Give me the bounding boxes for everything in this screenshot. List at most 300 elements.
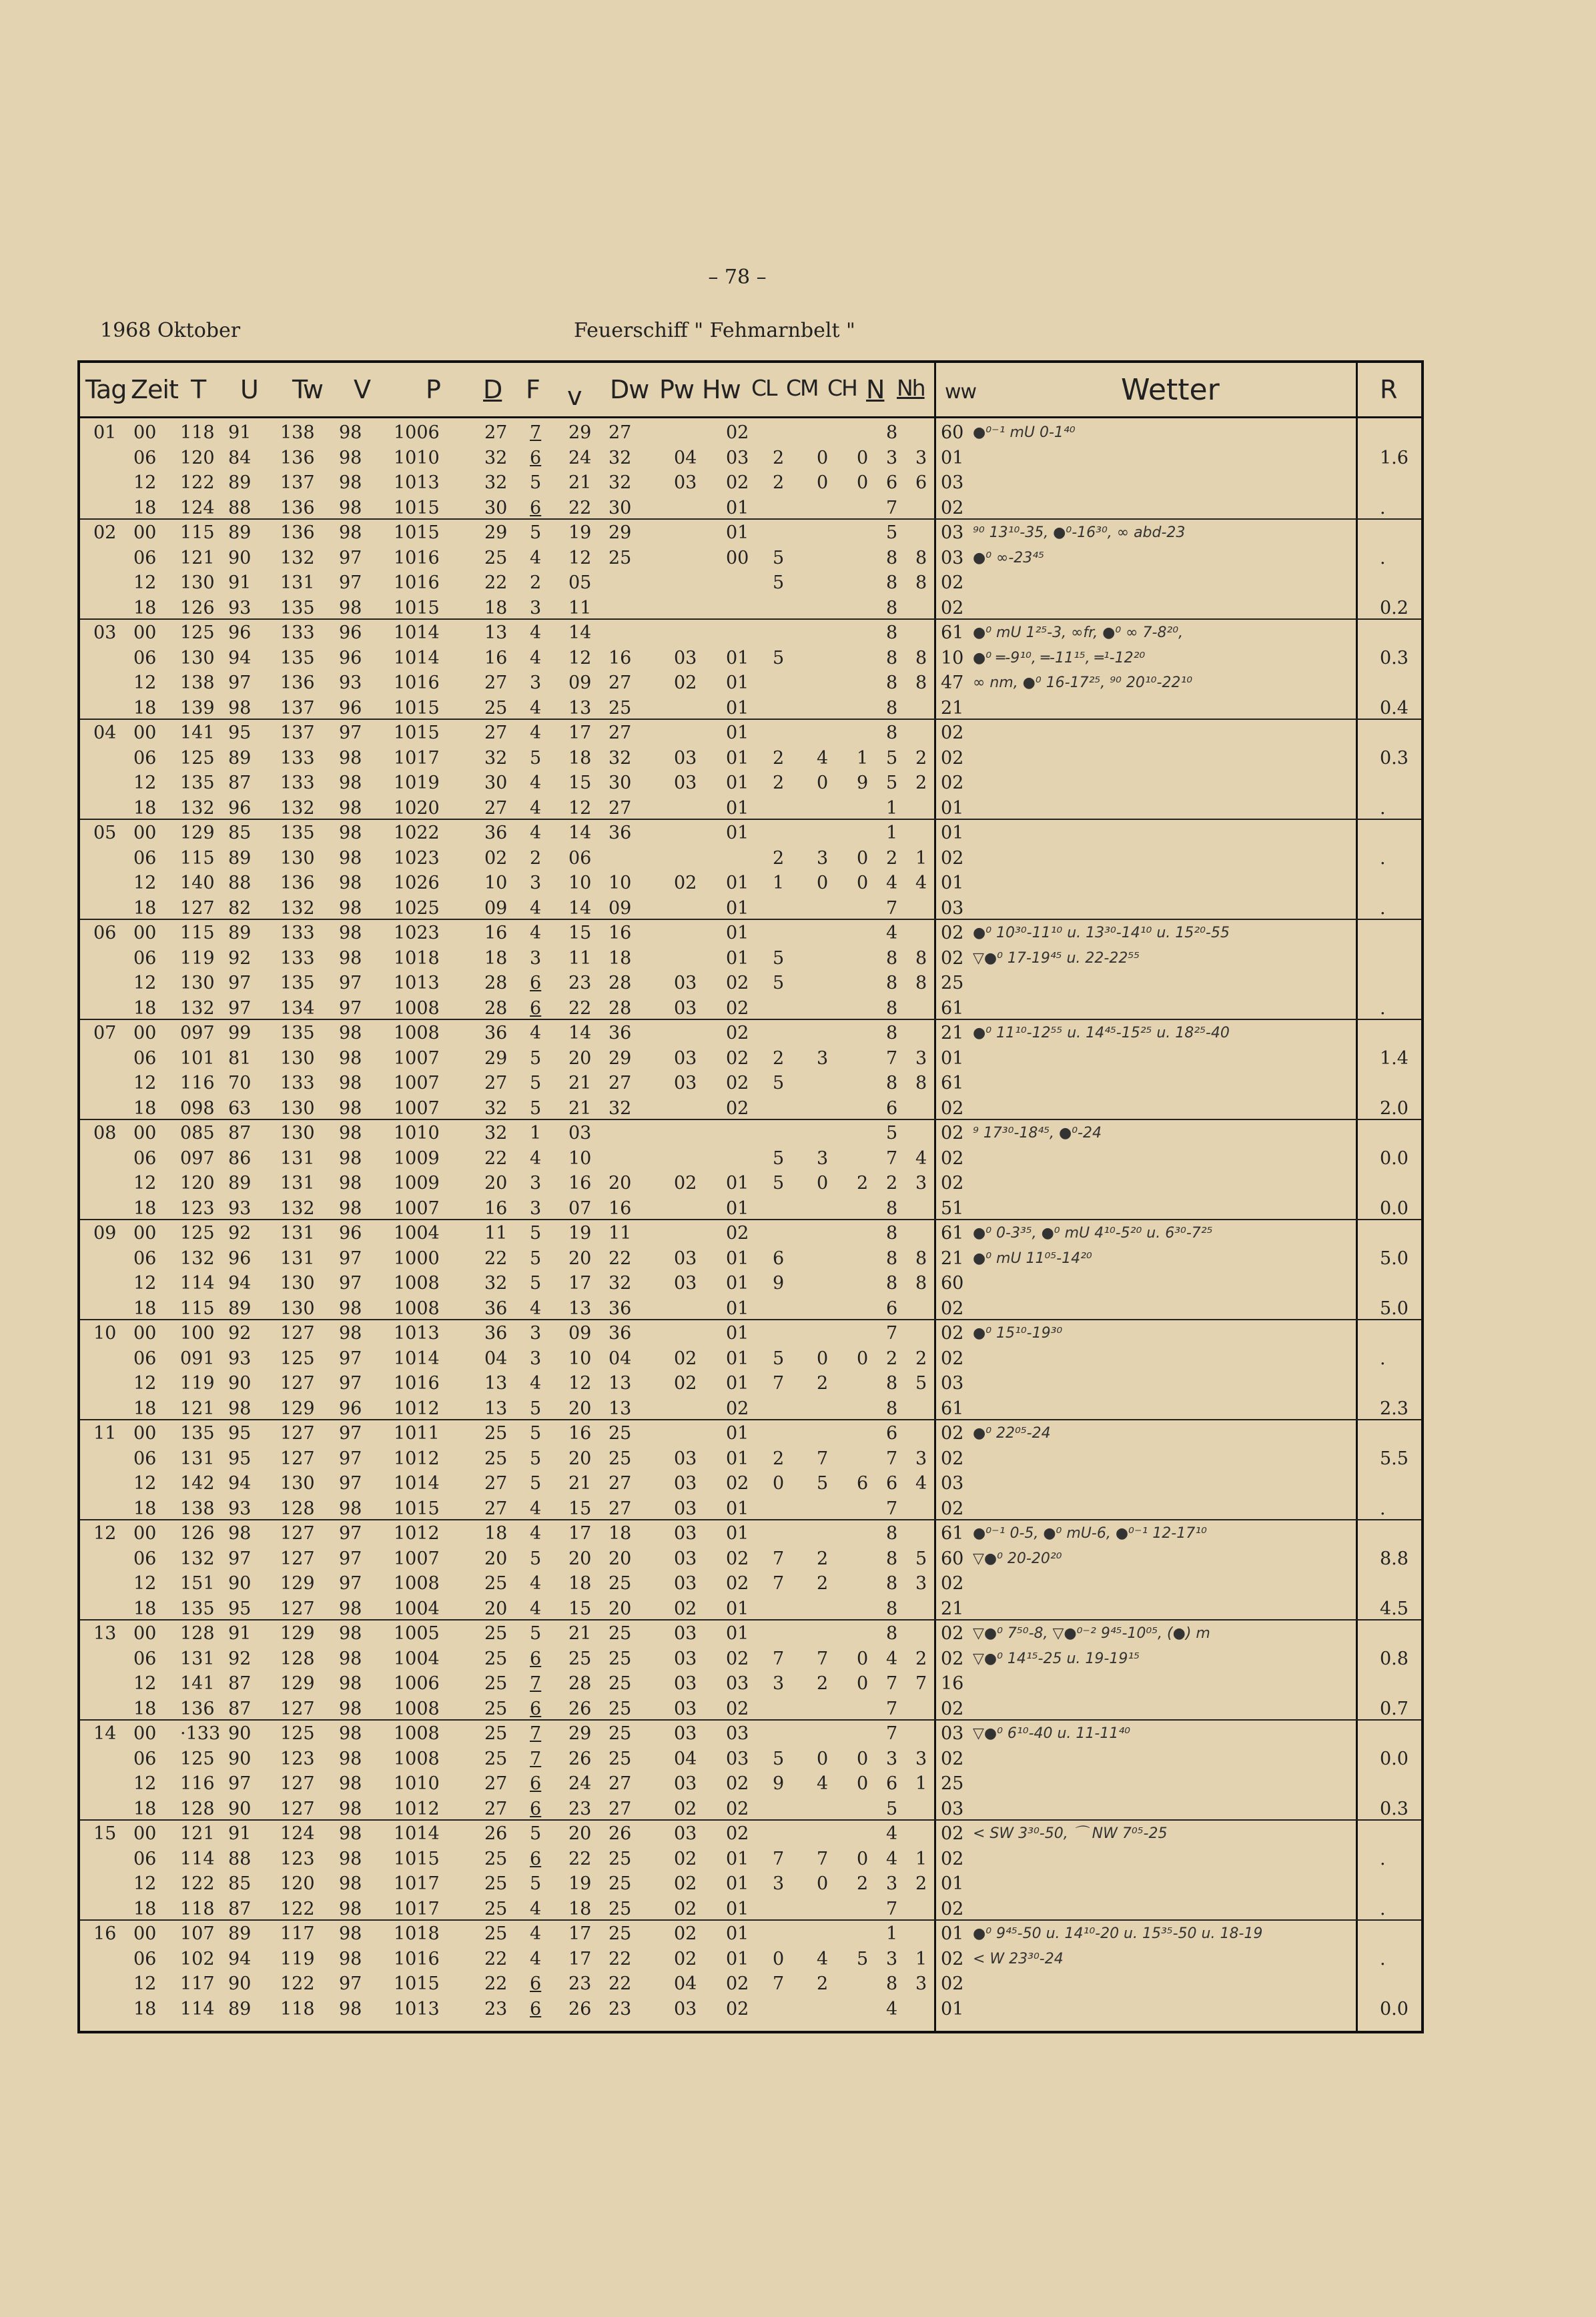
cell-zeit: 12 bbox=[133, 1773, 157, 1794]
cell-nh: 2 bbox=[915, 773, 927, 793]
cell-p: 1012 bbox=[394, 1798, 440, 1819]
cell-f: 4 bbox=[530, 773, 542, 793]
cell-cl: 6 bbox=[773, 1248, 785, 1269]
table-row bbox=[80, 520, 1421, 546]
cell-tw: 131 bbox=[280, 1248, 315, 1269]
cell-d: 25 bbox=[484, 1623, 508, 1644]
cell-r: 0.0 bbox=[1380, 1998, 1409, 2019]
cell-f: 6 bbox=[530, 997, 542, 1019]
cell-p: 1015 bbox=[394, 497, 440, 518]
cell-n: 8 bbox=[886, 697, 898, 719]
cell-zeit: 00 bbox=[133, 1023, 157, 1043]
cell-cm: 0 bbox=[817, 1873, 829, 1894]
cell-n: 8 bbox=[886, 1248, 898, 1269]
cell-ww: 03 bbox=[941, 1798, 964, 1819]
cell-p: 1008 bbox=[394, 1298, 440, 1319]
cell-u: 98 bbox=[228, 1398, 252, 1419]
cell-hw: 01 bbox=[726, 1948, 749, 1969]
cell-ww: 02 bbox=[941, 923, 964, 943]
cell-ww: 02 bbox=[941, 1623, 964, 1644]
cell-zeit: 00 bbox=[133, 1423, 157, 1444]
cell-ww: 03 bbox=[941, 1723, 964, 1744]
cell-hw: 00 bbox=[726, 547, 749, 568]
cell-d: 25 bbox=[484, 1448, 508, 1469]
table-row bbox=[80, 1221, 1421, 1246]
cell-hw: 01 bbox=[726, 947, 749, 969]
table-row bbox=[80, 470, 1421, 496]
cell-v: 96 bbox=[339, 622, 362, 643]
cell-zeit: 18 bbox=[133, 497, 157, 518]
cell-f: 4 bbox=[530, 647, 542, 668]
cell-t: 126 bbox=[180, 597, 215, 618]
cell-n: 7 bbox=[886, 1448, 898, 1469]
cell-dw: 22 bbox=[609, 1948, 632, 1969]
cell-v: 97 bbox=[339, 572, 362, 593]
cell-pw: 03 bbox=[674, 1498, 697, 1519]
cell-f: 2 bbox=[530, 847, 542, 869]
cell-u: 90 bbox=[228, 547, 252, 568]
cell-dw: 25 bbox=[609, 1923, 632, 1944]
cell-ch: 1 bbox=[857, 747, 869, 769]
cell-d: 32 bbox=[484, 472, 508, 493]
cell-tag: 08 bbox=[93, 1123, 117, 1143]
cell-ch: 0 bbox=[857, 1748, 869, 1769]
table-row bbox=[80, 946, 1421, 971]
cell-tw: 125 bbox=[280, 1348, 315, 1369]
cell-nh: 1 bbox=[915, 1848, 927, 1869]
cell-f: 5 bbox=[530, 1873, 542, 1894]
cell-vspeed: 19 bbox=[568, 1873, 592, 1894]
cell-d: 27 bbox=[484, 723, 508, 743]
cell-vspeed: 26 bbox=[568, 1698, 592, 1719]
cell-u: 91 bbox=[228, 572, 252, 593]
col-head-pw: Pw bbox=[659, 375, 694, 404]
cell-zeit: 12 bbox=[133, 1173, 157, 1194]
cell-zeit: 12 bbox=[133, 1573, 157, 1594]
table-row bbox=[80, 1421, 1421, 1446]
cell-hw: 01 bbox=[726, 773, 749, 793]
cell-r: . bbox=[1380, 847, 1386, 869]
cell-cl: 2 bbox=[773, 1047, 785, 1069]
cell-d: 36 bbox=[484, 1023, 508, 1043]
cell-u: 95 bbox=[228, 1448, 252, 1469]
cell-n: 8 bbox=[886, 1523, 898, 1544]
day-divider bbox=[80, 1119, 1421, 1120]
cell-nh: 8 bbox=[915, 547, 927, 568]
cell-d: 32 bbox=[484, 1123, 508, 1143]
cell-dw: 27 bbox=[609, 1773, 632, 1794]
cell-zeit: 00 bbox=[133, 923, 157, 943]
cell-f: 4 bbox=[530, 1923, 542, 1944]
cell-vspeed: 26 bbox=[568, 1748, 592, 1769]
cell-v: 97 bbox=[339, 723, 362, 743]
cell-dw: 25 bbox=[609, 1748, 632, 1769]
cell-tw: 127 bbox=[280, 1698, 315, 1719]
cell-n: 7 bbox=[886, 1498, 898, 1519]
cell-zeit: 12 bbox=[133, 1873, 157, 1894]
cell-ww: 60 bbox=[941, 1548, 964, 1569]
cell-hw: 02 bbox=[726, 472, 749, 493]
cell-ww: 02 bbox=[941, 497, 964, 518]
cell-tw: 129 bbox=[280, 1623, 315, 1644]
cell-f: 1 bbox=[530, 1123, 542, 1143]
cell-tw: 133 bbox=[280, 947, 315, 969]
cell-n: 8 bbox=[886, 647, 898, 668]
cell-ww: 61 bbox=[941, 622, 964, 643]
cell-vspeed: 10 bbox=[568, 1147, 592, 1169]
cell-hw: 02 bbox=[726, 1648, 749, 1669]
cell-n: 5 bbox=[886, 1123, 898, 1143]
cell-t: 121 bbox=[180, 1823, 215, 1844]
cell-t: 122 bbox=[180, 1873, 215, 1894]
cell-hw: 02 bbox=[726, 1047, 749, 1069]
cell-zeit: 00 bbox=[133, 723, 157, 743]
col-head-cl: CL bbox=[751, 375, 777, 401]
cell-ww: 02 bbox=[941, 1898, 964, 1919]
cell-u: 98 bbox=[228, 697, 252, 719]
cell-f: 3 bbox=[530, 1173, 542, 1194]
table-row bbox=[80, 1146, 1421, 1172]
cell-d: 27 bbox=[484, 1773, 508, 1794]
cell-u: 94 bbox=[228, 647, 252, 668]
cell-d: 27 bbox=[484, 1473, 508, 1494]
cell-cl: 2 bbox=[773, 447, 785, 468]
cell-r: 4.5 bbox=[1380, 1598, 1409, 1619]
cell-n: 7 bbox=[886, 1673, 898, 1694]
cell-zeit: 00 bbox=[133, 1723, 157, 1744]
cell-p: 1004 bbox=[394, 1648, 440, 1669]
cell-f: 4 bbox=[530, 622, 542, 643]
cell-tw: 127 bbox=[280, 1773, 315, 1794]
cell-pw: 03 bbox=[674, 1248, 697, 1269]
cell-hw: 02 bbox=[726, 1798, 749, 1819]
cell-vspeed: 14 bbox=[568, 1023, 592, 1043]
cell-cl: 5 bbox=[773, 1348, 785, 1369]
cell-t: 114 bbox=[180, 1998, 215, 2019]
cell-v: 97 bbox=[339, 1448, 362, 1469]
cell-u: 92 bbox=[228, 1223, 252, 1244]
cell-u: 92 bbox=[228, 947, 252, 969]
cell-dw: 25 bbox=[609, 1848, 632, 1869]
cell-tag: 16 bbox=[93, 1923, 117, 1944]
cell-zeit: 12 bbox=[133, 873, 157, 893]
cell-u: 97 bbox=[228, 997, 252, 1019]
cell-dw: 30 bbox=[609, 497, 632, 518]
cell-dw: 36 bbox=[609, 1298, 632, 1319]
cell-tw: 123 bbox=[280, 1748, 315, 1769]
cell-hw: 01 bbox=[726, 823, 749, 843]
cell-n: 6 bbox=[886, 1298, 898, 1319]
cell-u: 86 bbox=[228, 1147, 252, 1169]
header-station: Feuerschiff " Fehmarnbelt " bbox=[574, 319, 855, 342]
cell-dw: 36 bbox=[609, 823, 632, 843]
cell-cm: 7 bbox=[817, 1648, 829, 1669]
cell-p: 1018 bbox=[394, 947, 440, 969]
cell-ww: 02 bbox=[941, 947, 964, 969]
cell-hw: 02 bbox=[726, 1548, 749, 1569]
cell-f: 3 bbox=[530, 597, 542, 618]
cell-dw: 25 bbox=[609, 1423, 632, 1444]
cell-zeit: 18 bbox=[133, 697, 157, 719]
cell-vspeed: 18 bbox=[568, 747, 592, 769]
cell-pw: 03 bbox=[674, 1723, 697, 1744]
cell-nh: 4 bbox=[915, 1147, 927, 1169]
cell-tw: 129 bbox=[280, 1398, 315, 1419]
cell-d: 10 bbox=[484, 873, 508, 893]
cell-f: 4 bbox=[530, 1898, 542, 1919]
cell-f: 6 bbox=[530, 1648, 542, 1669]
cell-ww: 01 bbox=[941, 447, 964, 468]
day-divider bbox=[80, 618, 1421, 620]
cell-v: 98 bbox=[339, 522, 362, 543]
cell-vspeed: 13 bbox=[568, 697, 592, 719]
cell-f: 3 bbox=[530, 1198, 542, 1219]
cell-vspeed: 15 bbox=[568, 773, 592, 793]
cell-ww: 25 bbox=[941, 1773, 964, 1794]
cell-dw: 10 bbox=[609, 873, 632, 893]
cell-tw: 132 bbox=[280, 897, 315, 919]
cell-dw: 27 bbox=[609, 1073, 632, 1093]
cell-tw: 127 bbox=[280, 1798, 315, 1819]
cell-d: 09 bbox=[484, 897, 508, 919]
cell-p: 1008 bbox=[394, 1273, 440, 1294]
cell-ch: 0 bbox=[857, 1673, 869, 1694]
cell-tw: 127 bbox=[280, 1598, 315, 1619]
cell-dw: 26 bbox=[609, 1823, 632, 1844]
table-row bbox=[80, 1296, 1421, 1322]
table-row bbox=[80, 1871, 1421, 1897]
cell-d: 27 bbox=[484, 422, 508, 443]
cell-hw: 01 bbox=[726, 1348, 749, 1369]
table-row bbox=[80, 420, 1421, 446]
cell-cl: 5 bbox=[773, 973, 785, 993]
cell-p: 1008 bbox=[394, 1748, 440, 1769]
cell-u: 89 bbox=[228, 1923, 252, 1944]
cell-t: 121 bbox=[180, 1398, 215, 1419]
cell-dw: 25 bbox=[609, 1723, 632, 1744]
cell-f: 4 bbox=[530, 1573, 542, 1594]
cell-wetter: ●⁰⁻¹ 0-5, ●⁰ mU-6, ●⁰⁻¹ 12-17¹⁰ bbox=[973, 1525, 1207, 1542]
table-row bbox=[80, 1046, 1421, 1071]
cell-ww: 61 bbox=[941, 1398, 964, 1419]
cell-ww: 02 bbox=[941, 1573, 964, 1594]
cell-n: 4 bbox=[886, 923, 898, 943]
cell-u: 89 bbox=[228, 1173, 252, 1194]
day-divider bbox=[80, 518, 1421, 520]
cell-f: 4 bbox=[530, 823, 542, 843]
cell-u: 91 bbox=[228, 1823, 252, 1844]
cell-t: 115 bbox=[180, 847, 215, 869]
cell-tag: 12 bbox=[93, 1523, 117, 1544]
cell-n: 8 bbox=[886, 547, 898, 568]
cell-cm: 0 bbox=[817, 447, 829, 468]
cell-hw: 02 bbox=[726, 1473, 749, 1494]
table-row bbox=[80, 1621, 1421, 1647]
cell-v: 98 bbox=[339, 847, 362, 869]
cell-d: 25 bbox=[484, 1698, 508, 1719]
cell-f: 7 bbox=[530, 422, 542, 443]
cell-d: 32 bbox=[484, 1273, 508, 1294]
day-divider bbox=[80, 1219, 1421, 1220]
cell-r: 0.3 bbox=[1380, 647, 1409, 668]
cell-wetter: ●⁰ 11¹⁰-12⁵⁵ u. 14⁴⁵-15²⁵ u. 18²⁵-40 bbox=[973, 1025, 1230, 1041]
cell-d: 25 bbox=[484, 1873, 508, 1894]
cell-u: 95 bbox=[228, 1598, 252, 1619]
cell-t: 125 bbox=[180, 1748, 215, 1769]
cell-p: 1004 bbox=[394, 1223, 440, 1244]
day-divider bbox=[80, 1319, 1421, 1320]
cell-tw: 128 bbox=[280, 1648, 315, 1669]
table-row bbox=[80, 821, 1421, 846]
cell-tag: 15 bbox=[93, 1823, 117, 1844]
day-divider bbox=[80, 819, 1421, 820]
cell-d: 11 bbox=[484, 1223, 508, 1244]
cell-n: 3 bbox=[886, 447, 898, 468]
cell-ww: 02 bbox=[941, 597, 964, 618]
cell-t: 125 bbox=[180, 1223, 215, 1244]
cell-u: 95 bbox=[228, 1423, 252, 1444]
cell-vspeed: 18 bbox=[568, 1898, 592, 1919]
cell-pw: 02 bbox=[674, 1348, 697, 1369]
cell-cl: 5 bbox=[773, 1748, 785, 1769]
cell-zeit: 06 bbox=[133, 1248, 157, 1269]
cell-p: 1016 bbox=[394, 672, 440, 693]
cell-nh: 8 bbox=[915, 973, 927, 993]
cell-tw: 127 bbox=[280, 1423, 315, 1444]
cell-r: 1.4 bbox=[1380, 1047, 1409, 1069]
cell-ww: 01 bbox=[941, 797, 964, 819]
cell-ww: 02 bbox=[941, 1097, 964, 1119]
cell-dw: 27 bbox=[609, 1473, 632, 1494]
cell-u: 87 bbox=[228, 1123, 252, 1143]
cell-p: 1023 bbox=[394, 923, 440, 943]
cell-dw: 27 bbox=[609, 1498, 632, 1519]
cell-wetter: ▽●⁰ 14¹⁵-25 u. 19-19¹⁵ bbox=[973, 1650, 1140, 1667]
cell-d: 30 bbox=[484, 773, 508, 793]
cell-vspeed: 22 bbox=[568, 1848, 592, 1869]
day-divider bbox=[80, 1519, 1421, 1520]
cell-cm: 0 bbox=[817, 1173, 829, 1194]
cell-pw: 03 bbox=[674, 1673, 697, 1694]
table-row bbox=[80, 1446, 1421, 1472]
cell-hw: 02 bbox=[726, 422, 749, 443]
cell-u: 85 bbox=[228, 1873, 252, 1894]
cell-tw: 131 bbox=[280, 1147, 315, 1169]
cell-v: 97 bbox=[339, 1248, 362, 1269]
cell-u: 89 bbox=[228, 747, 252, 769]
cell-dw: 18 bbox=[609, 947, 632, 969]
cell-r: 0.7 bbox=[1380, 1698, 1409, 1719]
cell-vspeed: 19 bbox=[568, 1223, 592, 1244]
cell-hw: 01 bbox=[726, 1298, 749, 1319]
cell-tw: 127 bbox=[280, 1523, 315, 1544]
cell-vspeed: 20 bbox=[568, 1248, 592, 1269]
cell-vspeed: 29 bbox=[568, 422, 592, 443]
cell-d: 16 bbox=[484, 647, 508, 668]
cell-cm: 0 bbox=[817, 1348, 829, 1369]
cell-u: 63 bbox=[228, 1097, 252, 1119]
cell-v: 98 bbox=[339, 773, 362, 793]
cell-nh: 8 bbox=[915, 947, 927, 969]
cell-f: 5 bbox=[530, 1223, 542, 1244]
cell-ww: 03 bbox=[941, 547, 964, 568]
cell-nh: 5 bbox=[915, 1548, 927, 1569]
cell-d: 25 bbox=[484, 1673, 508, 1694]
cell-v: 98 bbox=[339, 823, 362, 843]
cell-vspeed: 17 bbox=[568, 1923, 592, 1944]
cell-v: 98 bbox=[339, 1147, 362, 1169]
cell-vspeed: 10 bbox=[568, 873, 592, 893]
table-row bbox=[80, 846, 1421, 871]
cell-f: 6 bbox=[530, 1848, 542, 1869]
cell-zeit: 00 bbox=[133, 1223, 157, 1244]
cell-r: 5.0 bbox=[1380, 1298, 1409, 1319]
cell-t: 120 bbox=[180, 447, 215, 468]
cell-n: 7 bbox=[886, 497, 898, 518]
cell-u: 97 bbox=[228, 1548, 252, 1569]
cell-t: 135 bbox=[180, 1598, 215, 1619]
cell-zeit: 12 bbox=[133, 572, 157, 593]
cell-t: 124 bbox=[180, 497, 215, 518]
cell-p: 1015 bbox=[394, 522, 440, 543]
cell-d: 02 bbox=[484, 847, 508, 869]
cell-zeit: 18 bbox=[133, 1097, 157, 1119]
cell-tw: 132 bbox=[280, 797, 315, 819]
cell-u: 93 bbox=[228, 597, 252, 618]
cell-n: 8 bbox=[886, 947, 898, 969]
cell-nh: 3 bbox=[915, 1047, 927, 1069]
cell-dw: 25 bbox=[609, 1898, 632, 1919]
cell-hw: 02 bbox=[726, 1073, 749, 1093]
cell-hw: 01 bbox=[726, 797, 749, 819]
cell-ch: 9 bbox=[857, 773, 869, 793]
cell-vspeed: 15 bbox=[568, 1598, 592, 1619]
cell-zeit: 12 bbox=[133, 973, 157, 993]
cell-vspeed: 09 bbox=[568, 1323, 592, 1344]
col-head-ch: CH bbox=[827, 375, 857, 401]
cell-hw: 01 bbox=[726, 1923, 749, 1944]
cell-f: 5 bbox=[530, 747, 542, 769]
cell-nh: 1 bbox=[915, 847, 927, 869]
cell-vspeed: 29 bbox=[568, 1723, 592, 1744]
table-row bbox=[80, 1971, 1421, 1997]
table-row bbox=[80, 796, 1421, 821]
cell-cm: 2 bbox=[817, 1573, 829, 1594]
cell-vspeed: 21 bbox=[568, 1473, 592, 1494]
cell-ww: 61 bbox=[941, 1523, 964, 1544]
cell-vspeed: 13 bbox=[568, 1298, 592, 1319]
cell-r: . bbox=[1380, 797, 1386, 819]
cell-p: 1015 bbox=[394, 697, 440, 719]
cell-n: 6 bbox=[886, 1423, 898, 1444]
cell-vspeed: 14 bbox=[568, 897, 592, 919]
cell-zeit: 12 bbox=[133, 1273, 157, 1294]
cell-t: 117 bbox=[180, 1973, 215, 1994]
cell-d: 27 bbox=[484, 1798, 508, 1819]
cell-cm: 2 bbox=[817, 1373, 829, 1394]
table-row bbox=[80, 1571, 1421, 1596]
cell-d: 29 bbox=[484, 1047, 508, 1069]
cell-hw: 01 bbox=[726, 1423, 749, 1444]
cell-tw: 130 bbox=[280, 1298, 315, 1319]
table-row bbox=[80, 1771, 1421, 1797]
cell-pw: 03 bbox=[674, 1773, 697, 1794]
cell-ch: 0 bbox=[857, 1348, 869, 1369]
cell-dw: 27 bbox=[609, 797, 632, 819]
cell-d: 27 bbox=[484, 1073, 508, 1093]
cell-v: 98 bbox=[339, 1698, 362, 1719]
cell-pw: 03 bbox=[674, 1448, 697, 1469]
